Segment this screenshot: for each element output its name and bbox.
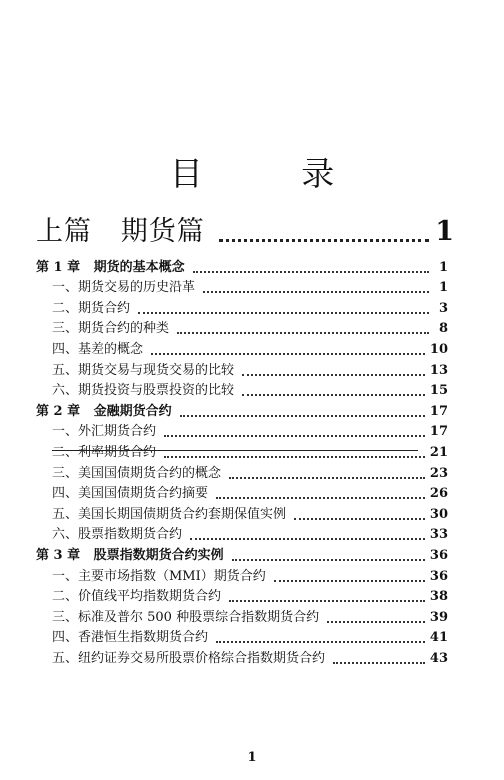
dot-leader bbox=[138, 312, 429, 314]
toc-entry-page: 43 bbox=[429, 650, 448, 666]
toc-entry-page: 41 bbox=[429, 630, 448, 646]
toc-section-entry bbox=[36, 503, 448, 524]
toc-entry-title: 四、基差的概念 bbox=[52, 341, 144, 357]
toc-section-entry bbox=[36, 565, 448, 586]
toc-entry-page: 1 bbox=[438, 259, 448, 275]
part-page-number: 1 bbox=[435, 216, 454, 247]
toc-entry-page: 3 bbox=[438, 300, 448, 316]
dot-leader bbox=[177, 332, 429, 334]
toc-section-entry bbox=[36, 338, 448, 359]
toc-section-entry bbox=[36, 380, 448, 401]
toc-section-entry bbox=[36, 462, 448, 483]
toc-entry-title: 四、香港恒生指数期货合约 bbox=[52, 630, 209, 646]
toc-entry-title: 六、股票指数期货合约 bbox=[52, 527, 183, 543]
toc-entry-page: 21 bbox=[429, 444, 448, 460]
toc-entry-page: 8 bbox=[438, 321, 448, 337]
toc-entry-title: 一、外汇期货合约 bbox=[52, 424, 157, 440]
toc-entry-title: 二、价值线平均指数期货合约 bbox=[52, 589, 222, 605]
dot-leader bbox=[219, 239, 429, 242]
toc-chapter-entry bbox=[36, 544, 448, 565]
dot-leader bbox=[327, 621, 425, 623]
toc-section-entry bbox=[36, 483, 448, 504]
toc-entry-page: 10 bbox=[429, 341, 448, 357]
toc-entry-title: 二、利率期货合约 bbox=[52, 444, 157, 460]
toc-entry-title: 五、纽约证券交易所股票价格综合指数期货合约 bbox=[52, 650, 326, 666]
dot-leader bbox=[333, 662, 425, 664]
toc-entry-page: 1 bbox=[438, 280, 448, 296]
toc-entry-title: 二、期货合约 bbox=[52, 300, 131, 316]
toc-section-entry bbox=[36, 606, 448, 627]
toc-section-entry bbox=[36, 647, 448, 668]
toc-entry-page: 36 bbox=[429, 568, 448, 584]
toc-entry-page: 30 bbox=[429, 506, 448, 522]
part-label: 上篇 期货篇 bbox=[36, 216, 205, 247]
dot-leader bbox=[216, 497, 425, 499]
toc-entry-title: 第 3 章 股票指数期货合约实例 bbox=[36, 547, 224, 563]
toc-entry-page: 36 bbox=[429, 547, 448, 563]
toc-entry-title: 五、期货交易与现货交易的比较 bbox=[52, 362, 235, 378]
toc-entry-page: 26 bbox=[429, 486, 448, 502]
toc-entry-title: 三、期货合约的种类 bbox=[52, 321, 170, 337]
toc-entry-page: 17 bbox=[429, 403, 448, 419]
dot-leader bbox=[190, 538, 425, 540]
toc-entry-title: 六、期货投资与股票投资的比较 bbox=[52, 383, 235, 399]
dot-leader bbox=[216, 641, 425, 643]
toc-section-entry bbox=[36, 627, 448, 648]
toc-entry-title: 四、美国国债期货合约摘要 bbox=[52, 486, 209, 502]
toc-section-entry bbox=[36, 524, 448, 545]
dot-leader bbox=[180, 415, 425, 417]
toc-chapter-entry bbox=[36, 256, 448, 277]
dot-leader bbox=[193, 271, 429, 273]
toc-section-entry bbox=[36, 318, 448, 339]
dot-leader bbox=[242, 394, 425, 396]
toc-section-entry bbox=[36, 359, 448, 380]
toc-entry-title: 五、美国长期国债期货合约套期保值实例 bbox=[52, 506, 287, 522]
toc-entry-title: 三、美国国债期货合约的概念 bbox=[52, 465, 222, 481]
toc-entry-page: 15 bbox=[429, 383, 448, 399]
page-title: 目 录 bbox=[169, 154, 379, 193]
toc-entry-title: 第 1 章 期货的基本概念 bbox=[36, 259, 185, 275]
part-heading bbox=[36, 213, 454, 249]
dot-leader bbox=[229, 477, 425, 479]
toc-entry-title: 三、标准及普尔 500 种股票综合指数期货合约 bbox=[52, 609, 320, 625]
toc-section-entry bbox=[36, 441, 448, 462]
dot-leader bbox=[242, 374, 425, 376]
dot-leader bbox=[274, 580, 425, 582]
toc-section-entry bbox=[36, 421, 448, 442]
toc-entry-page: 33 bbox=[429, 527, 448, 543]
toc-entry-page: 39 bbox=[429, 609, 448, 625]
toc-entry-page: 13 bbox=[429, 362, 448, 378]
toc-section-entry bbox=[36, 297, 448, 318]
toc-entry-page: 23 bbox=[429, 465, 448, 481]
toc-section-entry bbox=[36, 586, 448, 607]
toc-chapter-entry bbox=[36, 400, 448, 421]
dot-leader bbox=[229, 600, 425, 602]
dot-leader bbox=[151, 353, 425, 355]
toc-entry-title: 一、主要市场指数（MMI）期货合约 bbox=[52, 568, 266, 584]
dot-leader bbox=[164, 456, 425, 458]
toc-entry-page: 17 bbox=[429, 424, 448, 440]
page-number: 1 bbox=[247, 750, 257, 765]
toc-entry-page: 38 bbox=[429, 589, 448, 605]
dot-leader bbox=[232, 559, 425, 561]
dot-leader bbox=[294, 518, 425, 520]
toc-entry-title: 第 2 章 金融期货合约 bbox=[36, 403, 172, 419]
table-of-contents bbox=[36, 256, 448, 668]
dot-leader bbox=[164, 435, 425, 437]
toc-section-entry bbox=[36, 277, 448, 298]
toc-entry-title: 一、期货交易的历史沿革 bbox=[52, 280, 196, 296]
dot-leader bbox=[203, 291, 429, 293]
